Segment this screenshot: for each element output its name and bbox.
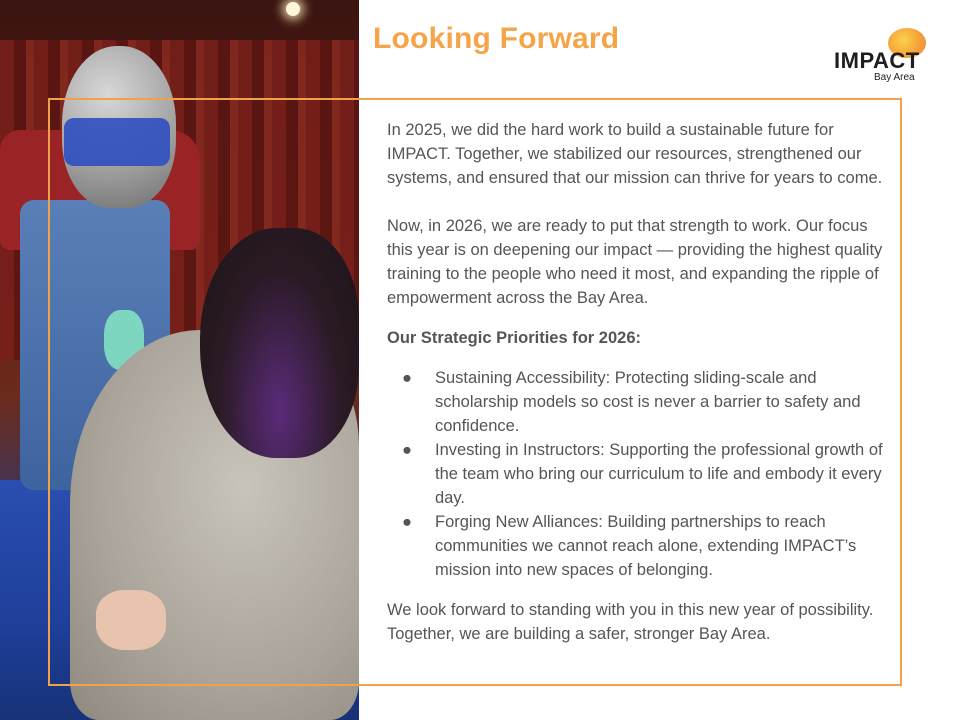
impact-logo	[828, 28, 928, 84]
priorities-list	[387, 366, 887, 582]
logo-subtitle: Bay Area	[874, 72, 915, 83]
priority-text: Investing in Instructors: Supporting the professional growth of the team who bring our curriculum to life and embody it every day.	[435, 441, 883, 507]
logo-wordmark: IMPACT	[834, 48, 920, 73]
intro-paragraph: In 2025, we did the hard work to build a sustainable future for IMPACT. Together, we stabilized our resources, strengthened our systems, and ensured that our mission can thrive for years to come.	[387, 121, 883, 187]
priorities-heading: Our Strategic Priorities for 2026:	[387, 329, 642, 347]
hero-photo	[0, 0, 359, 720]
content-body	[387, 118, 887, 646]
helmet-visor	[64, 118, 170, 166]
bullet-icon: ●	[402, 369, 412, 387]
priority-text: Sustaining Accessibility: Protecting sliding-scale and scholarship models so cost is never a barrier to safety and confidence.	[435, 369, 861, 435]
closing-paragraph: We look forward to standing with you in this new year of possibility. Together, we are building a safer, stronger Bay Area.	[387, 601, 874, 643]
focus-paragraph: Now, in 2026, we are ready to put that strength to work. Our focus this year is on deepening our impact — providing the highest quality training to the people who need it most, and expanding the ripple of empowerment across the Bay Area.	[387, 217, 883, 307]
list-item	[387, 510, 887, 582]
stage-light	[286, 2, 300, 16]
list-item	[387, 438, 887, 510]
priority-text: Forging New Alliances: Building partnerships to reach communities we cannot reach alone, extending IMPACT’s mission into new spaces of belonging.	[435, 513, 857, 579]
participant-hair	[200, 228, 359, 458]
bullet-icon: ●	[402, 441, 412, 459]
participant-hand	[96, 590, 166, 650]
bullet-icon: ●	[402, 513, 412, 531]
page-title: Looking Forward	[373, 22, 620, 55]
list-item	[387, 366, 887, 438]
